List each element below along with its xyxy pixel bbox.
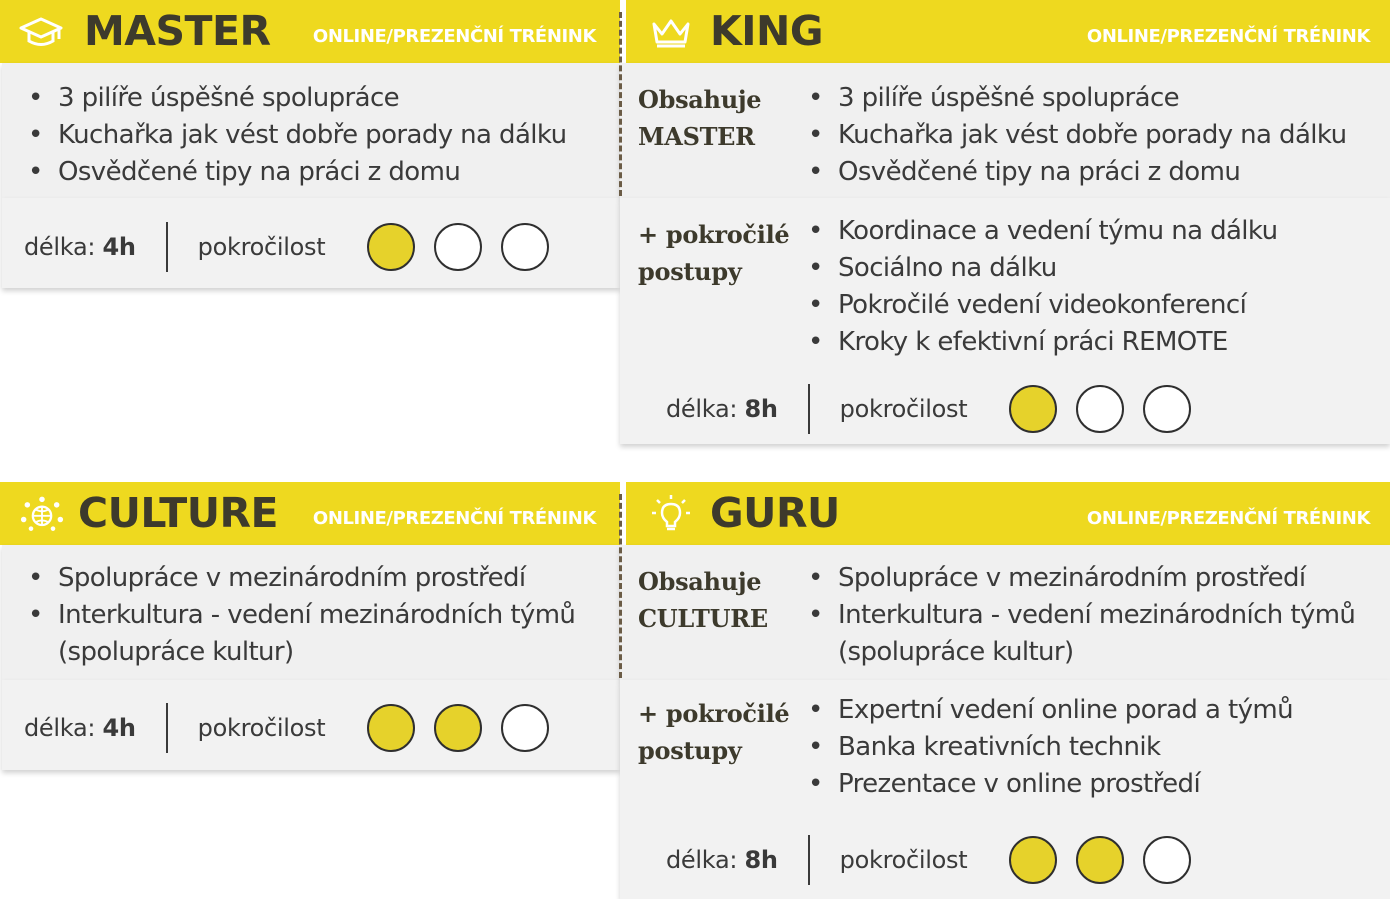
graduation-cap-icon [16, 0, 66, 63]
guru-includes-label: Obsahuje CULTURE [638, 567, 768, 633]
culture-content-panel [2, 545, 620, 680]
guru-level-label: pokročilost [839, 846, 968, 874]
level-dot [1143, 385, 1191, 433]
culture-header [0, 482, 620, 545]
guru-length: délka: 8h [666, 846, 778, 874]
column-divider-top [619, 12, 622, 196]
guru-content-panel [620, 545, 1390, 680]
culture-info-panel [2, 680, 620, 770]
meta-separator [808, 384, 810, 434]
master-mode-label: ONLINE/PREZENČNÍ TRÉNINK [312, 26, 596, 47]
list-item-continuation: (spolupráce kultur) [58, 637, 294, 667]
culture-level-dots [367, 704, 549, 752]
master-title: MASTER [84, 7, 271, 55]
guru-advanced-list [808, 692, 1293, 803]
king-item-list [808, 80, 1346, 191]
king-content-panel [620, 63, 1390, 198]
master-info-panel [2, 198, 620, 288]
master-meta [24, 222, 549, 272]
crown-icon [646, 0, 696, 63]
master-content-panel [2, 63, 620, 198]
list-item: • Interkultura - vedení mezinárodních týmů [808, 597, 1355, 634]
level-dot [501, 704, 549, 752]
culture-title: CULTURE [78, 489, 279, 537]
level-dot [501, 223, 549, 271]
list-item: • Koordinace a vedení týmu na dálku [808, 213, 1277, 250]
column-divider-bottom [619, 494, 622, 678]
guru-level-dots [1009, 836, 1191, 884]
list-item: • Prezentace v online prostředí [808, 766, 1293, 803]
guru-advanced-panel [620, 680, 1390, 899]
king-level-dots [1009, 385, 1191, 433]
king-meta [666, 384, 1191, 434]
level-dot [1009, 385, 1057, 433]
list-item: • Spolupráce v mezinárodním prostředí [808, 560, 1355, 597]
globe-people-icon [14, 482, 70, 545]
king-title: KING [710, 7, 823, 55]
king-advanced-label: + pokročilé postupy [638, 220, 790, 286]
king-advanced-list [808, 213, 1277, 361]
list-item: • Spolupráce v mezinárodním prostředí [28, 560, 575, 597]
list-item: • Expertní vedení online porad a týmů [808, 692, 1293, 729]
culture-length: délka: 4h [24, 714, 136, 742]
culture-item-list [28, 560, 575, 671]
list-item: • 3 pilíře úspěšné spolupráce [28, 80, 566, 117]
list-item: • Interkultura - vedení mezinárodních týmů [28, 597, 575, 634]
king-level-label: pokročilost [839, 395, 968, 423]
meta-separator [166, 703, 168, 753]
level-dot [1076, 385, 1124, 433]
guru-title: GURU [710, 489, 840, 537]
level-dot [367, 223, 415, 271]
level-dot [1143, 836, 1191, 884]
king-includes-label: Obsahuje MASTER [638, 85, 762, 151]
king-mode-label: ONLINE/PREZENČNÍ TRÉNINK [1086, 26, 1370, 47]
list-item: • Osvědčené tipy na práci z domu [808, 154, 1346, 191]
master-item-list [28, 80, 566, 191]
culture-meta [24, 703, 549, 753]
list-item: • Kuchařka jak vést dobře porady na dálku [28, 117, 566, 154]
master-header [0, 0, 620, 63]
lightbulb-icon [646, 482, 696, 545]
guru-item-list [808, 560, 1355, 671]
list-item: • 3 pilíře úspěšné spolupráce [808, 80, 1346, 117]
list-item: • Banka kreativních technik [808, 729, 1293, 766]
list-item: • Sociálno na dálku [808, 250, 1277, 287]
king-advanced-panel [620, 198, 1390, 444]
guru-advanced-label: + pokročilé postupy [638, 699, 790, 765]
guru-header [626, 482, 1390, 545]
master-level-label: pokročilost [197, 233, 326, 261]
guru-meta [666, 835, 1191, 885]
guru-mode-label: ONLINE/PREZENČNÍ TRÉNINK [1086, 508, 1370, 529]
meta-separator [808, 835, 810, 885]
list-item: • Kroky k efektivní práci REMOTE [808, 324, 1277, 361]
culture-level-label: pokročilost [197, 714, 326, 742]
level-dot [434, 704, 482, 752]
level-dot [367, 704, 415, 752]
meta-separator [166, 222, 168, 272]
king-length: délka: 8h [666, 395, 778, 423]
list-item: • Pokročilé vedení videokonferencí [808, 287, 1277, 324]
list-item: • Osvědčené tipy na práci z domu [28, 154, 566, 191]
culture-mode-label: ONLINE/PREZENČNÍ TRÉNINK [312, 508, 596, 529]
list-item-continuation: (spolupráce kultur) [838, 637, 1074, 667]
king-header [626, 0, 1390, 63]
level-dot [1009, 836, 1057, 884]
master-level-dots [367, 223, 549, 271]
master-length: délka: 4h [24, 233, 136, 261]
level-dot [434, 223, 482, 271]
level-dot [1076, 836, 1124, 884]
list-item: • Kuchařka jak vést dobře porady na dálku [808, 117, 1346, 154]
